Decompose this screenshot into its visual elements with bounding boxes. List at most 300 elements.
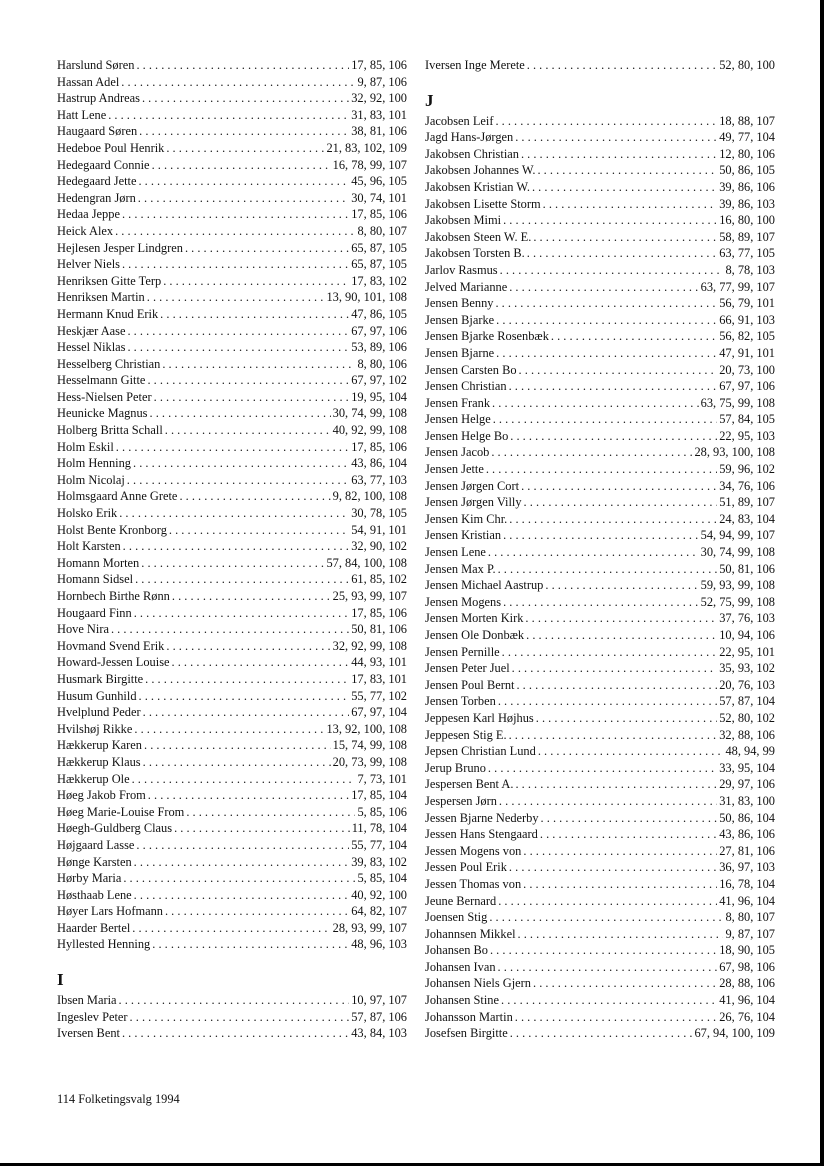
index-entry [425,544,775,561]
entry-pages: 55, 77, 104 [351,837,407,852]
index-entry [57,638,407,655]
dot-leader [185,240,349,257]
entry-pages: 5, 85, 106 [357,804,407,819]
index-entry [425,312,775,329]
entry-pages: 32, 90, 102 [351,539,407,554]
entry-name: Jarlov Rasmus [425,262,498,277]
entry-pages: 31, 83, 100 [719,793,775,808]
entry-pages: 43, 86, 104 [351,456,407,471]
entry-pages: 16, 80, 100 [719,213,775,228]
entry-name: Jensen Ole Donbæk [425,628,525,642]
dot-leader [166,140,324,157]
entry-pages: 57, 87, 104 [719,694,775,709]
index-entry [425,644,775,661]
entry-pages: 50, 81, 106 [719,561,775,576]
dot-leader [127,323,349,340]
entry-pages: 9, 82, 100, 108 [332,489,407,504]
entry-name: Jessen Mogens von [425,843,522,858]
dot-leader [537,162,717,179]
dot-leader [503,594,699,611]
entry-name: Hedengran Jørn [57,190,136,205]
entry-name: Jakobsen Mimi [425,213,502,228]
dot-leader [486,461,717,478]
dot-leader [142,90,349,107]
index-entry [425,776,775,793]
index-entry [57,621,407,638]
entry-name: Hougaard Finn [57,605,132,620]
entry-name: Howard-Jessen Louise [57,655,170,670]
index-entry [425,511,775,528]
entry-name: Hesselberg Christian [57,356,161,371]
entry-pages: 12, 80, 106 [719,146,775,161]
index-entry [57,854,407,871]
index-entry [425,859,775,876]
entry-pages: 22, 95, 103 [719,428,775,443]
entry-pages: 8, 78, 103 [725,262,775,277]
entry-pages: 20, 76, 103 [719,677,775,692]
dot-leader [141,555,324,572]
index-entry [57,538,407,555]
index-entry [425,411,775,428]
dot-leader [172,654,350,671]
entry-name: Jensen Jacob [425,445,490,460]
entry-name: Haugaard Søren [57,124,138,139]
entry-name: Jensen Pernille [425,644,500,659]
dot-leader [119,992,350,1009]
index-entry [57,887,407,904]
index-entry [57,90,407,107]
entry-pages: 26, 76, 104 [719,1009,775,1024]
entry-name: Hækkerup Karen [57,738,142,753]
index-entry [425,727,775,744]
entry-pages: 36, 97, 103 [719,860,775,875]
entry-pages: 32, 92, 99, 108 [332,638,407,653]
index-section-j [425,113,775,1042]
entry-name: Jensen Torben [425,694,496,709]
dot-leader [532,179,717,196]
dot-leader [503,212,717,229]
dot-leader [516,677,717,694]
entry-name: Jensen Jørgen Cort [425,478,520,493]
dot-leader [521,146,717,163]
dot-leader [134,887,350,904]
entry-name: Johannsen Mikkel [425,926,516,941]
index-entry [57,173,407,190]
dot-leader [510,428,717,445]
dot-leader [139,688,350,705]
index-entry [425,627,775,644]
dot-leader [521,478,717,495]
index-entry [425,129,775,146]
entry-name: Jensen Helge [425,412,491,427]
entry-pages: 51, 89, 107 [719,495,775,510]
dot-leader [143,754,331,771]
index-entry [425,975,775,992]
entry-pages: 8, 80, 107 [725,910,775,925]
entry-name: Homann Sidsel [57,572,134,587]
entry-pages: 67, 97, 106 [719,379,775,394]
entry-name: Hvilshøj Rikke [57,721,133,736]
dot-leader [154,389,350,406]
entry-name: Johansen Stine [425,993,499,1008]
dot-leader [115,223,355,240]
index-section-h [57,57,407,953]
dot-leader [518,926,724,943]
entry-name: Heskjær Aase [57,323,126,338]
entry-name: Høsthaab Lene [57,887,132,902]
index-entry [57,472,407,489]
entry-pages: 47, 91, 101 [719,345,775,360]
entry-name: Hassan Adel [57,74,120,89]
entry-name: Jessen Bjarne Nederby [425,810,539,825]
index-entry [57,389,407,406]
entry-name: Hyllested Henning [57,937,151,952]
index-entry [425,992,775,1009]
entry-name: Homann Morten [57,555,140,570]
entry-pages: 18, 90, 105 [719,943,775,958]
index-entry [425,876,775,893]
dot-leader [172,588,331,605]
dot-leader [138,173,349,190]
entry-name: Jensen Bjarke [425,312,495,327]
index-entry [425,428,775,445]
entry-name: Jensen Jette [425,462,484,477]
dot-leader [165,422,331,439]
entry-name: Hedegaard Connie [57,157,150,172]
dot-leader [116,439,349,456]
entry-pages: 61, 85, 102 [351,572,407,587]
entry-name: Heick Alex [57,223,114,238]
entry-pages: 40, 92, 99, 108 [332,423,407,438]
dot-leader [134,605,350,622]
entry-pages: 67, 97, 106 [351,323,407,338]
entry-name: Høeg Marie-Louise From [57,804,185,819]
index-entry [57,903,407,920]
entry-name: Hornbech Birthe Rønn [57,589,170,603]
dot-leader [139,123,349,140]
entry-name: Johansen Bo [425,943,488,958]
entry-name: Heunicke Magnus [57,406,148,421]
dot-leader [512,660,718,677]
index-entry [57,107,407,124]
entry-pages: 48, 96, 103 [351,937,407,952]
index-entry [57,57,407,74]
entry-name: Hermann Knud Erik [57,306,159,321]
index-entry [425,909,775,926]
dot-leader [127,339,349,356]
entry-pages: 52, 75, 99, 108 [700,594,775,609]
entry-name: Johansson Martin [425,1009,513,1024]
entry-pages: 43, 86, 106 [719,827,775,842]
section-letter-i: I [57,970,64,990]
dot-leader [136,57,349,74]
entry-pages: 5, 85, 104 [357,871,407,886]
dot-leader [150,405,331,422]
entry-name: Harslund Søren [57,58,135,72]
dot-leader [498,561,718,578]
entry-pages: 30, 74, 99, 108 [332,406,407,421]
index-entry [57,870,407,887]
index-section-i-continued [425,57,775,74]
index-entry [57,737,407,754]
entry-pages: 39, 83, 102 [351,854,407,869]
entry-pages: 40, 92, 100 [351,887,407,902]
entry-pages: 56, 79, 101 [719,296,775,311]
entry-pages: 37, 76, 103 [719,611,775,626]
entry-name: Hvelplund Peder [57,705,141,720]
entry-pages: 10, 94, 106 [719,628,775,642]
dot-leader [503,527,699,544]
dot-leader [162,356,355,373]
entry-pages: 50, 86, 104 [719,810,775,825]
index-entry [425,245,775,262]
index-entry [57,1009,407,1026]
dot-leader [122,206,349,223]
entry-pages: 63, 77, 99, 107 [700,279,775,294]
dot-leader [538,743,724,760]
entry-name: Jensen Jørgen Villy [425,495,522,510]
entry-name: Jagd Hans-Jørgen [425,130,514,145]
entry-pages: 32, 92, 100 [351,91,407,106]
dot-leader [132,771,356,788]
entry-name: Jensen Frank [425,395,491,410]
index-entry [57,289,407,306]
entry-pages: 31, 83, 101 [351,107,407,122]
index-entry [57,771,407,788]
index-entry [57,992,407,1009]
entry-pages: 30, 78, 105 [351,506,407,521]
entry-pages: 17, 85, 106 [351,605,407,620]
entry-pages: 33, 95, 104 [719,760,775,775]
dot-leader [148,787,349,804]
index-entry [57,754,407,771]
index-entry [425,146,775,163]
index-entry [57,74,407,91]
index-entry [425,893,775,910]
dot-leader [515,1009,717,1026]
dot-leader [121,74,355,91]
entry-pages: 28, 93, 100, 108 [694,445,775,460]
entry-name: Hesselmann Gitte [57,373,146,388]
entry-pages: 59, 96, 102 [719,462,775,477]
entry-pages: 48, 94, 99 [725,744,775,759]
dot-leader [509,511,717,528]
entry-name: Jessen Poul Erik [425,860,507,875]
entry-name: Jensen Peter Juel [425,661,510,676]
entry-pages: 44, 93, 101 [351,655,407,670]
entry-name: Jessen Hans Stengaard [425,827,538,842]
entry-pages: 16, 78, 99, 107 [332,157,407,172]
entry-pages: 52, 80, 100 [719,58,775,72]
entry-pages: 67, 98, 106 [719,959,775,974]
entry-name: Hedegaard Jette [57,174,137,189]
entry-name: Hejlesen Jesper Lindgren [57,240,183,255]
index-entry [57,837,407,854]
index-entry [425,793,775,810]
dot-leader [523,843,717,860]
entry-name: Hatt Lene [57,107,107,122]
entry-name: Jakobsen Lisette Storm [425,196,541,211]
entry-pages: 57, 84, 105 [719,412,775,427]
entry-pages: 66, 91, 103 [719,312,775,327]
index-entry [57,787,407,804]
index-entry [57,240,407,257]
entry-pages: 20, 73, 100 [719,362,775,377]
index-entry [57,671,407,688]
entry-pages: 20, 73, 99, 108 [332,754,407,769]
entry-name: Henriksen Gitte Terp [57,273,162,288]
entry-name: Jeppesen Karl Højhus [425,710,534,725]
entry-pages: 65, 87, 105 [351,257,407,272]
dot-leader [496,312,717,329]
entry-pages: 25, 93, 99, 107 [332,589,407,603]
index-entry [57,571,407,588]
entry-name: Jensen Lene [425,545,486,560]
entry-pages: 19, 95, 104 [351,389,407,404]
entry-name: Jespersen Bent A. [425,777,514,792]
entry-pages: 28, 88, 106 [719,976,775,991]
entry-name: Jensen Benny [425,296,494,311]
index-entry [425,279,775,296]
entry-name: Iversen Bent [57,1026,120,1041]
entry-name: Høegh-Guldberg Claus [57,821,173,836]
index-entry [425,942,775,959]
entry-pages: 41, 96, 104 [719,993,775,1008]
entry-name: Jensen Helge Bo [425,428,509,443]
entry-name: Jessen Thomas von [425,876,522,891]
index-column-left [57,57,407,1042]
entry-pages: 54, 91, 101 [351,522,407,537]
entry-name: Husmark Birgitte [57,671,144,686]
entry-pages: 9, 87, 107 [725,926,775,941]
entry-pages: 63, 77, 103 [351,472,407,487]
entry-pages: 57, 87, 106 [351,1009,407,1024]
dot-leader [144,737,331,754]
dot-leader [143,704,350,721]
entry-name: Holt Karsten [57,539,121,554]
index-entry [57,356,407,373]
index-entry [425,660,775,677]
dot-leader [495,113,717,130]
entry-pages: 29, 97, 106 [719,777,775,792]
dot-leader [135,571,349,588]
entry-pages: 45, 96, 105 [351,174,407,189]
entry-name: Jakobsen Torsten B. [425,246,525,261]
index-entry [425,295,775,312]
entry-name: Holm Eskil [57,439,114,454]
index-entry [425,710,775,727]
entry-pages: 17, 83, 102 [351,273,407,288]
dot-leader [502,644,718,661]
entry-name: Henriksen Martin [57,290,145,305]
entry-pages: 67, 97, 102 [351,373,407,388]
section-letter-j: J [425,90,434,110]
entry-pages: 52, 80, 102 [719,710,775,725]
dot-leader [133,455,349,472]
dot-leader [111,621,349,638]
dot-leader [163,273,349,290]
entry-name: Haarder Bertel [57,920,131,935]
dot-leader [138,190,349,207]
index-entry [57,522,407,539]
index-entry [57,654,407,671]
index-entry [57,804,407,821]
entry-name: Johansen Niels Gjern [425,976,531,991]
entry-pages: 8, 80, 106 [357,356,407,371]
entry-pages: 11, 78, 104 [351,821,407,836]
entry-pages: 55, 77, 102 [351,688,407,703]
dot-leader [136,837,349,854]
entry-pages: 38, 81, 106 [351,124,407,139]
dot-leader [134,854,350,871]
dot-leader [132,920,330,937]
dot-leader [541,810,718,827]
index-entry [425,196,775,213]
dot-leader [169,522,349,539]
entry-pages: 28, 93, 99, 107 [332,920,407,935]
dot-leader [515,129,717,146]
index-entry [425,113,775,130]
entry-pages: 18, 88, 107 [719,113,775,128]
index-column-right [425,57,775,1042]
entry-name: Iversen Inge Merete [425,58,525,72]
dot-leader [119,505,349,522]
index-entry [425,378,775,395]
entry-name: Holsko Erik [57,506,118,521]
entry-name: Jensen Mogens [425,594,502,609]
entry-pages: 32, 88, 106 [719,727,775,742]
index-entry [57,273,407,290]
entry-name: Hove Nira [57,622,109,637]
entry-name: Jensen Poul Bernt [425,677,515,692]
entry-pages: 27, 81, 106 [719,843,775,858]
entry-pages: 53, 89, 106 [351,340,407,355]
dot-leader [122,1025,349,1042]
dot-leader [492,395,699,412]
dot-leader [179,488,330,505]
dot-leader [147,372,349,389]
dot-leader [174,820,350,837]
index-entry [57,488,407,505]
entry-name: Jerup Bruno [425,760,486,775]
entry-pages: 67, 97, 104 [351,705,407,720]
index-entry [57,555,407,572]
entry-name: Jespersen Jørn [425,793,497,808]
dot-leader [536,710,717,727]
entry-pages: 9, 87, 106 [357,74,407,89]
entry-pages: 30, 74, 101 [351,190,407,205]
index-entry [425,229,775,246]
dot-leader [526,627,717,644]
entry-name: Josefsen Birgitte [425,1026,508,1041]
dot-leader [524,494,718,511]
entry-pages: 50, 86, 105 [719,163,775,178]
index-entry [425,494,775,511]
dot-leader [147,289,325,306]
index-entry [57,157,407,174]
index-entry [57,721,407,738]
index-entry [425,461,775,478]
index-entry [57,339,407,356]
entry-pages: 39, 86, 106 [719,179,775,194]
entry-pages: 24, 83, 104 [719,511,775,526]
index-entry [57,439,407,456]
page-footer: 114 Folketingsvalg 1994 [57,1092,180,1106]
index-entry [425,262,775,279]
entry-name: Helver Niels [57,257,120,272]
entry-pages: 63, 75, 99, 108 [700,395,775,410]
index-entry [425,362,775,379]
